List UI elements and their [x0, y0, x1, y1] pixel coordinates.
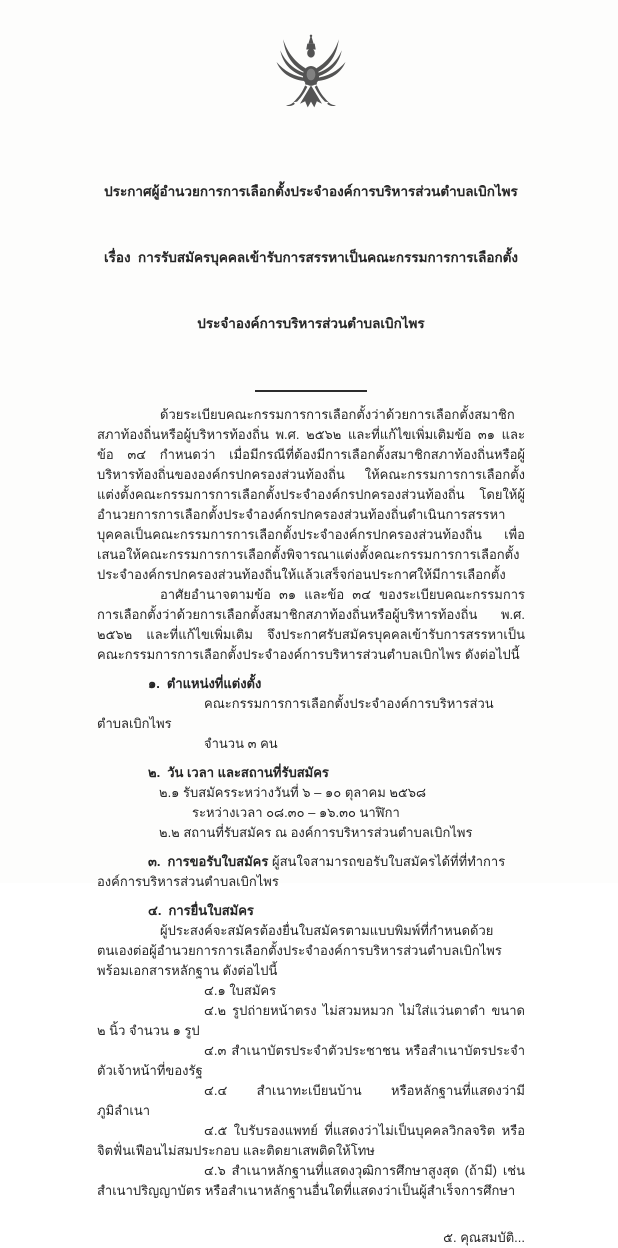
title-line-3: ประจำองค์การบริหารส่วนตำบลเบิกไพร [197, 316, 425, 331]
section-2-item-21-time: ระหว่างเวลา ๐๘.๓๐ – ๑๖.๓๐ นาฬิกา [192, 805, 400, 820]
section-1-title: ตำแหน่งที่แต่งตั้ง [166, 676, 262, 691]
section-4-item-46: ๔.๖ สำเนาหลักฐานที่แสดงวุฒิการศึกษาสูงสุด (ถ้ามี) เช่น สำเนาปริญญาบัตร หรือสำเนาหลักฐานอื่นใดที่แสดงว่าเป็นผู้สำเร็จการศึกษา [97, 1163, 525, 1198]
title-divider [255, 390, 367, 392]
section-3-heading [97, 852, 525, 892]
preamble-paragraph: ด้วยระเบียบคณะกรรมการการเลือกตั้งว่าด้วยการเลือกตั้งสมาชิกสภาท้องถิ่นหรือผู้บริหารท้องถิ่น พ.ศ. ๒๕๖๒ และที่แก้ไขเพิ่มเติมข้อ ๓๑ และข้อ ๓๔ กำหนดว่า เมื่อมีกรณีที่ต้องมีการเลือกตั้งสมาชิกสภาท้องถิ่นหรือผู้บริหารท้องถิ่นขององค์กรปกครองส่วนท้องถิ่น ให้คณะกรรมการการเลือกตั้งแต่งตั้งคณะกรรมการการเลือกตั้งประจำองค์กรปกครองส่วนท้องถิ่น โดยให้ผู้อำนวยการการเลือกตั้งประจำองค์กรปกครองส่วนท้องถิ่นดำเนินการสรรหาบุคคลเป็นคณะกรรมการการเลือกตั้งประจำองค์กรปกครองส่วนท้องถิ่น เพื่อเสนอให้คณะกรรมการการเลือกตั้งพิจารณาแต่งตั้งคณะกรรมการการเลือกตั้งประจำองค์กรปกครองส่วนท้องถิ่นให้แล้วเสร็จก่อนประกาศให้มีการเลือกตั้ง [97, 407, 525, 582]
document-title [97, 137, 525, 379]
section-1-line-1: คณะกรรมการการเลือกตั้งประจำองค์การบริหารส่วนตำบลเบิกไพร [97, 696, 494, 731]
section-4-number: ๔. [148, 903, 162, 918]
section-4-item-41: ๔.๑ ใบสมัคร [204, 983, 277, 998]
garuda-emblem [97, 34, 525, 131]
section-4-title: การยื่นใบสมัคร [168, 903, 254, 918]
authority-paragraph: อาศัยอำนาจตามข้อ ๓๑ และข้อ ๓๔ ของระเบียบคณะกรรมการการเลือกตั้งว่าด้วยการเลือกตั้งสมาชิกสภาท้องถิ่นหรือผู้บริหารท้องถิ่น พ.ศ. ๒๕๖๒ และที่แก้ไขเพิ่มเติม จึงประกาศรับสมัครบุคคลเข้ารับการสรรหาเป็นคณะกรรมการการเลือกตั้งประจำองค์การบริหารส่วนตำบลเบิกไพร ดังต่อไปนี้ [97, 587, 525, 662]
section-3-text: ผู้สนใจสามารถขอรับใบสมัครได้ที่ที่ทำการองค์การบริหารส่วนตำบลเบิกไพร [97, 854, 506, 889]
section-4-item-45: ๔.๕ ใบรับรองแพทย์ ที่แสดงว่าไม่เป็นบุคคลวิกลจริต หรือจิตฟั่นเฟือนไม่สมประกอบ และติดยาเสพติดให้โทษ [97, 1123, 525, 1158]
section-1-line-2: จำนวน ๓ คน [204, 736, 278, 751]
section-3-title: การขอรับใบสมัคร [167, 854, 269, 869]
page-continuation-marker: ๕. คุณสมบัติ... [443, 1230, 525, 1245]
section-4-heading [97, 901, 525, 921]
title-line-2: เรื่อง การรับสมัครบุคคลเข้ารับการสรรหาเป็นคณะกรรมการการเลือกตั้ง [103, 250, 519, 265]
section-1-heading [97, 674, 525, 694]
section-3-number: ๓. [148, 854, 161, 869]
section-2-heading [97, 763, 525, 783]
section-2-item-21: ๒.๑ รับสมัครระหว่างวันที่ ๖ – ๑๐ ตุลาคม ๒๕๖๘ [159, 785, 427, 800]
section-1-number: ๑. [148, 676, 160, 691]
garuda-emblem-icon [267, 34, 355, 131]
section-2-title: วัน เวลา และสถานที่รับสมัคร [167, 765, 329, 780]
section-2-number: ๒. [148, 765, 161, 780]
section-4-item-44: ๔.๔ สำเนาทะเบียนบ้าน หรือหลักฐานที่แสดงว่ามีภูมิลำเนา [97, 1083, 525, 1118]
section-4-intro: ผู้ประสงค์จะสมัครต้องยื่นใบสมัครตามแบบพิมพ์ที่กำหนดด้วยตนเองต่อผู้อำนวยการการเลือกตั้งประจำองค์การบริหารส่วนตำบลเบิกไพร พร้อมเอกสารหลักฐาน ดังต่อไปนี้ [97, 923, 502, 978]
section-4-item-42: ๔.๒ รูปถ่ายหน้าตรง ไม่สวมหมวก ไม่ใส่แว่นตาดำ ขนาด ๒ นิ้ว จำนวน ๑ รูป [97, 1003, 525, 1038]
title-line-1: ประกาศผู้อำนวยการการเลือกตั้งประจำองค์การบริหารส่วนตำบลเบิกไพร [104, 184, 518, 199]
section-2-item-22: ๒.๒ สถานที่รับสมัคร ณ องค์การบริหารส่วนตำบลเบิกไพร [159, 825, 473, 840]
section-4-item-43: ๔.๓ สำเนาบัตรประจำตัวประชาชน หรือสำเนาบัตรประจำตัวเจ้าหน้าที่ของรัฐ [97, 1043, 525, 1078]
